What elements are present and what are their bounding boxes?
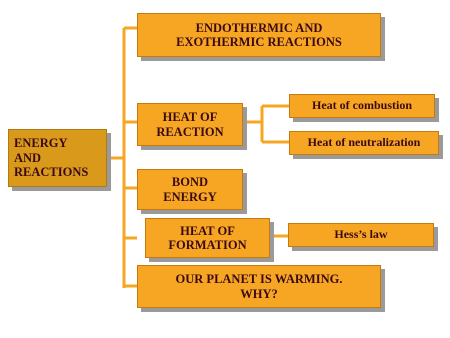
topic-label: ENDOTHERMIC AND EXOTHERMIC REACTIONS: [176, 20, 342, 49]
topic-label: HEAT OF FORMATION: [168, 223, 247, 252]
subtopic-label: Heat of neutralization: [307, 135, 421, 150]
root-label: ENERGY AND REACTIONS: [14, 136, 89, 180]
topic-heat-of-formation: [145, 218, 270, 258]
topic-label: BOND ENERGY: [163, 175, 217, 204]
topic-our-planet-warming: [137, 265, 381, 308]
root-energy-and-reactions: [8, 129, 107, 187]
topic-bond-energy: [137, 169, 243, 210]
subtopic-label: Hess’s law: [334, 227, 388, 242]
topic-label: OUR PLANET IS WARMING. WHY?: [175, 272, 343, 301]
topic-label: HEAT OF REACTION: [156, 110, 224, 139]
topic-heat-of-reaction: [137, 103, 243, 146]
topic-endothermic-exothermic: [137, 13, 381, 57]
subtopic-hess-law: [288, 223, 434, 247]
subtopic-label: Heat of combustion: [312, 98, 412, 113]
subtopic-heat-of-neutralization: [289, 131, 439, 155]
subtopic-heat-of-combustion: [289, 94, 435, 118]
